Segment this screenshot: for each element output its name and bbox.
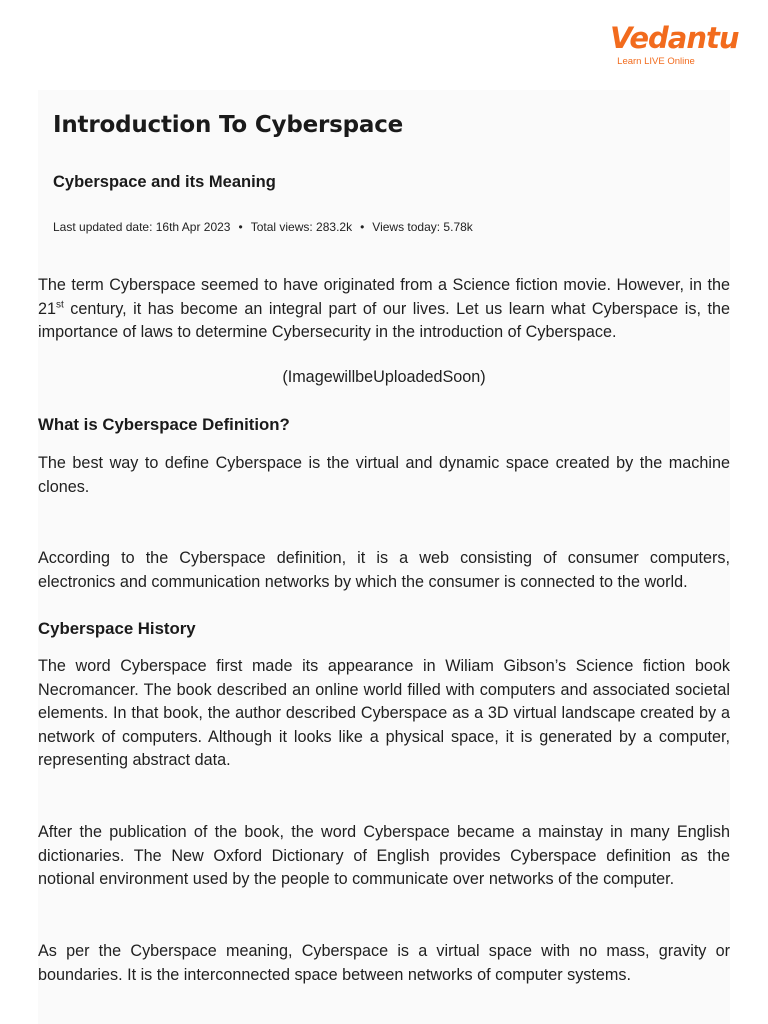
total-views: Total views: 283.2k	[250, 220, 353, 234]
paragraph: After the publication of the book, the word Cyberspace became a mainstay in many English dictionaries. The New Oxford Dictionary of English provides Cyberspace definition as the notional environment used by the people to communicate over networks of the computer.	[38, 823, 730, 888]
section-heading-definition: What is Cyberspace Definition?	[38, 415, 290, 434]
paragraph: According to the Cyberspace definition, it is a web consisting of consumer computers, electronics and communication networks by which the consumer is connected to the world.	[38, 549, 730, 591]
meta-separator: •	[360, 220, 365, 234]
views-today: Views today: 5.78k	[372, 220, 473, 234]
last-updated-date: Last updated date: 16th Apr 2023	[53, 220, 231, 234]
article-content	[38, 90, 730, 1024]
article-subtitle: Cyberspace and its Meaning	[53, 173, 276, 191]
article-meta	[53, 220, 473, 234]
image-placeholder: (ImagewillbeUploadedSoon)	[282, 368, 486, 386]
logo-wordmark: Vedantu	[610, 21, 739, 55]
page-title: Introduction To Cyberspace	[53, 112, 404, 138]
paragraph: The word Cyberspace first made its appearance in Wiliam Gibson’s Science fiction book Necromancer. The book described an online world filled with computers and associated societal elements. In that book, the author described Cyberspace as a 3D virtual landscape created by a network of computers. Although it looks like a physical space, it is generated by a computer, representing abstract data.	[38, 657, 730, 769]
page-header	[0, 0, 768, 90]
vedantu-logo[interactable]	[610, 21, 739, 67]
paragraph: The best way to define Cyberspace is the virtual and dynamic space created by the machine clones.	[38, 454, 730, 496]
logo-tagline: Learn LIVE Online	[617, 56, 695, 67]
paragraph: As per the Cyberspace meaning, Cyberspace is a virtual space with no mass, gravity or boundaries. It is the interconnected space between networks of computer systems.	[38, 942, 730, 984]
meta-separator: •	[238, 220, 243, 234]
section-heading-history: Cyberspace History	[38, 619, 196, 638]
intro-paragraph: The term Cyberspace seemed to have originated from a Science fiction movie. However, in the 21st century, it has become an integral part of our lives. Let us learn what Cyberspace is, the importance of laws to determine Cybersecurity in the introduction of Cyberspace.	[38, 276, 730, 341]
